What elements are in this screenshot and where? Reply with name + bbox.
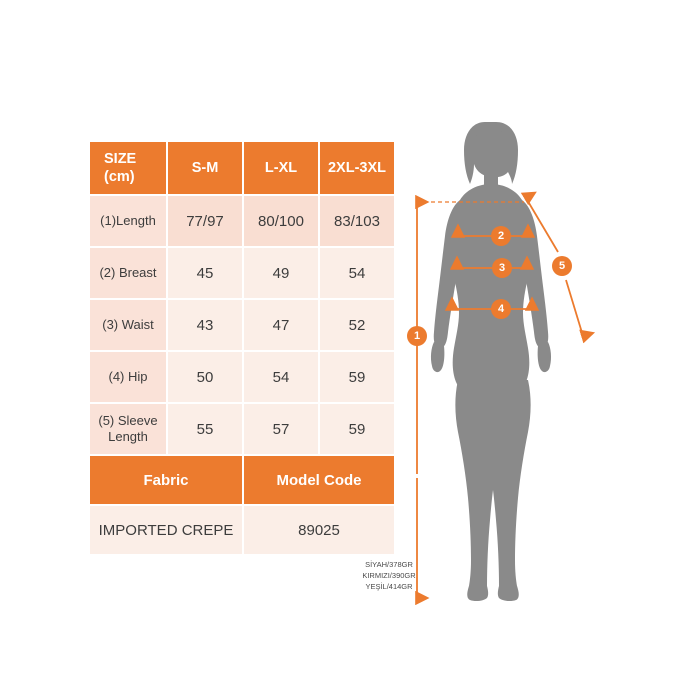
- fabric-value: IMPORTED CREPE: [89, 505, 243, 555]
- row-label-hip: (4) Hip: [89, 351, 167, 403]
- model-code-value: 89025: [243, 505, 395, 555]
- measurement-figure: [400, 80, 690, 610]
- badge-2: 2: [491, 226, 511, 246]
- header-size-line1: SIZE: [104, 150, 137, 167]
- fabric-header-row: [89, 455, 395, 505]
- header-col-sm: S-M: [167, 141, 243, 195]
- badge-1: 1: [407, 326, 427, 346]
- row-label-sleeve-line1: (5) Sleeve: [98, 412, 158, 428]
- body-silhouette: [431, 122, 551, 601]
- header-col-lxl: L-XL: [243, 141, 319, 195]
- fabric-value-row: [89, 505, 395, 555]
- fabric-weight-note: [344, 560, 434, 593]
- badge-5: 5: [552, 256, 572, 276]
- row-label-waist: (3) Waist: [89, 299, 167, 351]
- row-label-sleeve-length: [89, 403, 167, 455]
- cell-waist-lxl: 47: [243, 299, 319, 351]
- cell-waist-2xl3xl: 52: [319, 299, 395, 351]
- cell-breast-2xl3xl: 54: [319, 247, 395, 299]
- table-row: [89, 351, 395, 403]
- cell-hip-2xl3xl: 59: [319, 351, 395, 403]
- cell-sleeve-2xl3xl: 59: [319, 403, 395, 455]
- model-code-header-label: Model Code: [243, 455, 395, 505]
- table-row: [89, 299, 395, 351]
- size-table: [88, 140, 396, 556]
- fabric-note-line1: SİYAH/378GR: [365, 560, 413, 569]
- cell-hip-sm: 50: [167, 351, 243, 403]
- row-label-breast: (2) Breast: [89, 247, 167, 299]
- cell-length-sm: 77/97: [167, 195, 243, 247]
- fabric-note-line2: KIRMIZI/390GR: [362, 570, 416, 580]
- cell-length-lxl: 80/100: [243, 195, 319, 247]
- badge-3: 3: [492, 258, 512, 278]
- cell-sleeve-sm: 55: [167, 403, 243, 455]
- table-header-row: [89, 141, 395, 195]
- cell-breast-sm: 45: [167, 247, 243, 299]
- fabric-note-line3: YEŞİL/414GR: [365, 581, 413, 591]
- header-size-line2: (cm): [104, 169, 135, 185]
- header-size-cell: [89, 141, 167, 195]
- table-row: [89, 195, 395, 247]
- row-label-length: (1)Length: [89, 195, 167, 247]
- badge-4: 4: [491, 299, 511, 319]
- cell-sleeve-lxl: 57: [243, 403, 319, 455]
- cell-length-2xl3xl: 83/103: [319, 195, 395, 247]
- fabric-header-label: Fabric: [89, 455, 243, 505]
- header-col-2xl3xl: 2XL-3XL: [319, 141, 395, 195]
- table-row: [89, 247, 395, 299]
- cell-hip-lxl: 54: [243, 351, 319, 403]
- row-label-sleeve-line2: Length: [108, 429, 148, 444]
- table-row: [89, 403, 395, 455]
- cell-waist-sm: 43: [167, 299, 243, 351]
- cell-breast-lxl: 49: [243, 247, 319, 299]
- sleeve-line-lower: [566, 280, 583, 336]
